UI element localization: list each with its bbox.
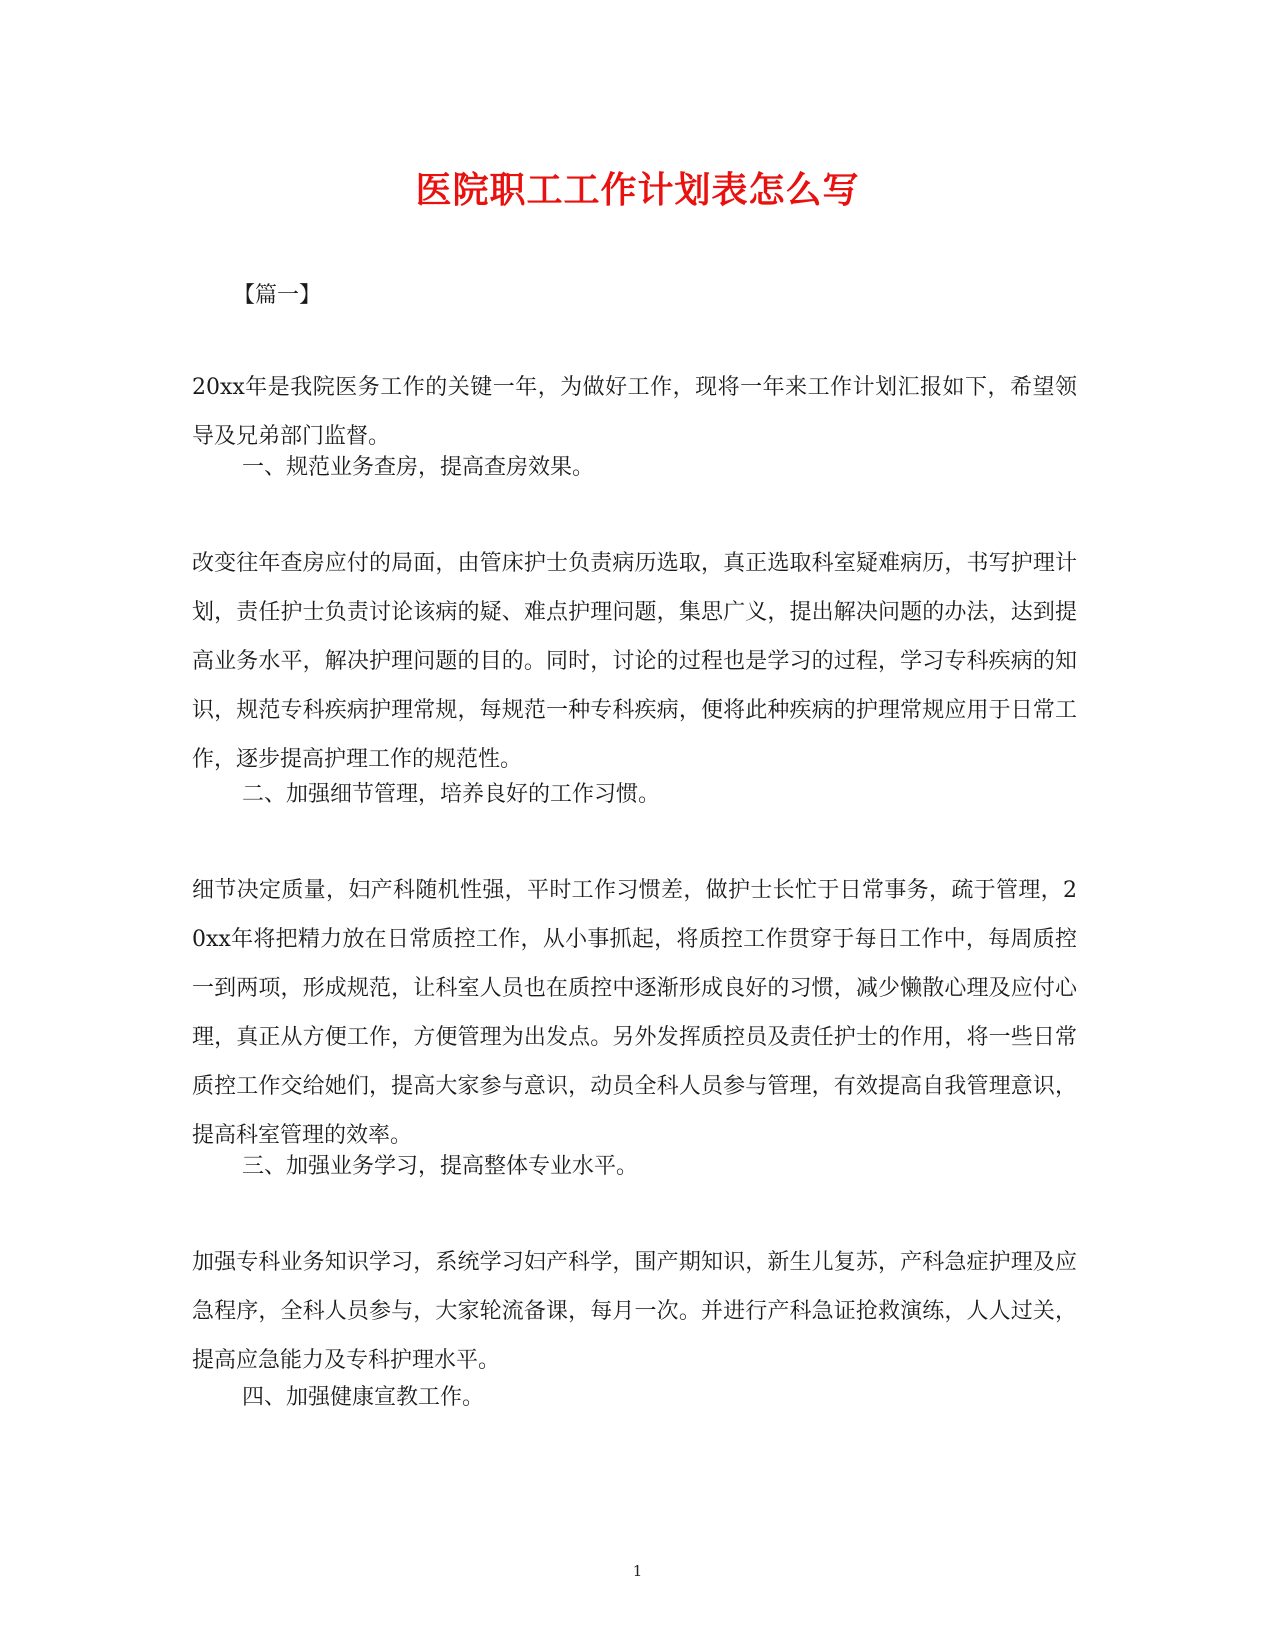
heading-1: 一、规范业务查房，提高查房效果。: [242, 455, 595, 480]
paragraph-3: 加强专科业务知识学习，系统学习妇产科学，围产期知识，新生儿复苏，产科急症护理及应急程序，全科人员参与，大家轮流备课，每月一次。并进行产科急证抢救演练，人人过关，提高应急能力及专科护理水平。: [192, 1250, 1077, 1373]
paragraph-2: 细节决定质量，妇产科随机性强，平时工作习惯差，做护士长忙于日常事务，疏于管理，20xx年将把精力放在日常质控工作，从小事抓起，将质控工作贯穿于每日工作中，每周质控一到两项，形成规范，让科室人员也在质控中逐渐形成良好的习惯，减少懒散心理及应付心理，真正从方便工作，方便管理为出发点。另外发挥质控员及责任护士的作用，将一些日常质控工作交给她们，提高大家参与意识，动员全科人员参与管理，有效提高自我管理意识，提高科室管理的效率。: [192, 878, 1077, 1148]
heading-4: 四、加强健康宣教工作。: [242, 1385, 485, 1410]
section-marker: 【篇一】: [233, 283, 322, 308]
intro-paragraph: 20xx年是我院医务工作的关键一年，为做好工作，现将一年来工作计划汇报如下，希望领导及兄弟部门监督。: [192, 375, 1077, 449]
document-title: 医院职工工作计划表怎么写: [415, 169, 860, 211]
heading-3: 三、加强业务学习，提高整体专业水平。: [242, 1154, 639, 1179]
page-number: 1: [632, 1562, 643, 1580]
paragraph-1: 改变往年查房应付的局面，由管床护士负责病历选取，真正选取科室疑难病历，书写护理计划，责任护士负责讨论该病的疑、难点护理问题，集思广义，提出解决问题的办法，达到提高业务水平，解决护理问题的目的。同时，讨论的过程也是学习的过程，学习专科疾病的知识，规范专科疾病护理常规，每规范一种专科疾病，便将此种疾病的护理常规应用于日常工作，逐步提高护理工作的规范性。: [192, 551, 1077, 772]
heading-2: 二、加强细节管理，培养良好的工作习惯。: [242, 782, 661, 807]
